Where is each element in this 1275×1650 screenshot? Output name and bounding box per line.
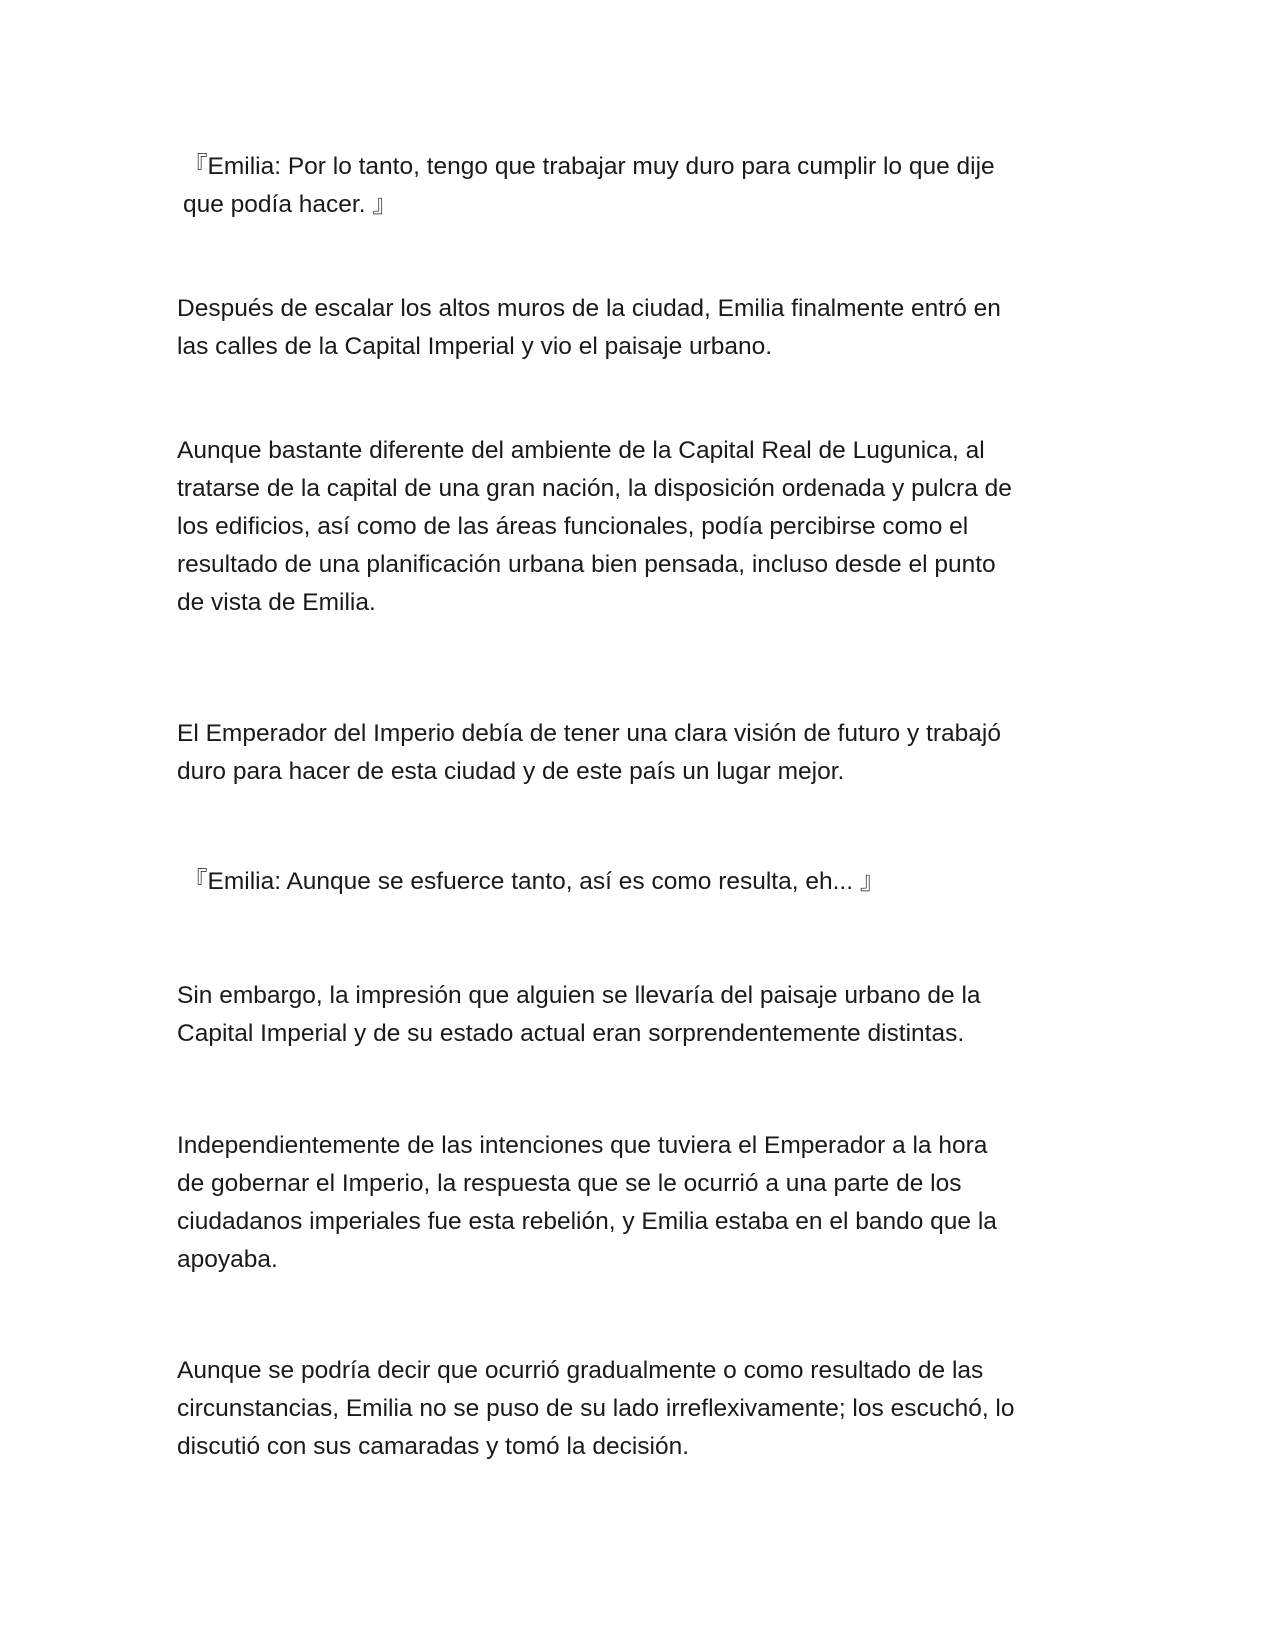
narration-paragraph-5: Independientemente de las intenciones que tuviera el Emperador a la hora de gobernar el Imperio, la respuesta que se le ocurrió a una parte de los ciudadanos imperiales fue esta rebelión, y Emilia estaba en el bando que la apoyaba. [177, 1132, 997, 1273]
narration-paragraph-1: Después de escalar los altos muros de la ciudad, Emilia finalmente entró en las calles de la Capital Imperial y vio el paisaje urbano. [177, 295, 1001, 360]
dialogue-paragraph-2: 『Emilia: Aunque se esfuerce tanto, así es como resulta, eh... 』 [183, 868, 885, 895]
narration-paragraph-3: El Emperador del Imperio debía de tener una clara visión de futuro y trabajó duro para hacer de esta ciudad y de este país un lugar mejor. [177, 720, 1001, 785]
narration-paragraph-4: Sin embargo, la impresión que alguien se llevaría del paisaje urbano de la Capital Imperial y de su estado actual eran sorprendentemente distintas. [177, 982, 981, 1047]
dialogue-paragraph-1: 『Emilia: Por lo tanto, tengo que trabajar muy duro para cumplir lo que dije que podía hacer. 』 [183, 153, 995, 218]
narration-paragraph-6: Aunque se podría decir que ocurrió gradualmente o como resultado de las circunstancias, Emilia no se puso de su lado irreflexivamente; los escuchó, lo discutió con sus camaradas y tomó la decisión. [177, 1357, 1015, 1460]
narration-paragraph-2: Aunque bastante diferente del ambiente de la Capital Real de Lugunica, al tratarse de la capital de una gran nación, la disposición ordenada y pulcra de los edificios, así como de las áreas funcionales, podía percibirse como el resultado de una planificación urbana bien pensada, incluso desde el punto de vista de Emilia. [177, 437, 1012, 616]
